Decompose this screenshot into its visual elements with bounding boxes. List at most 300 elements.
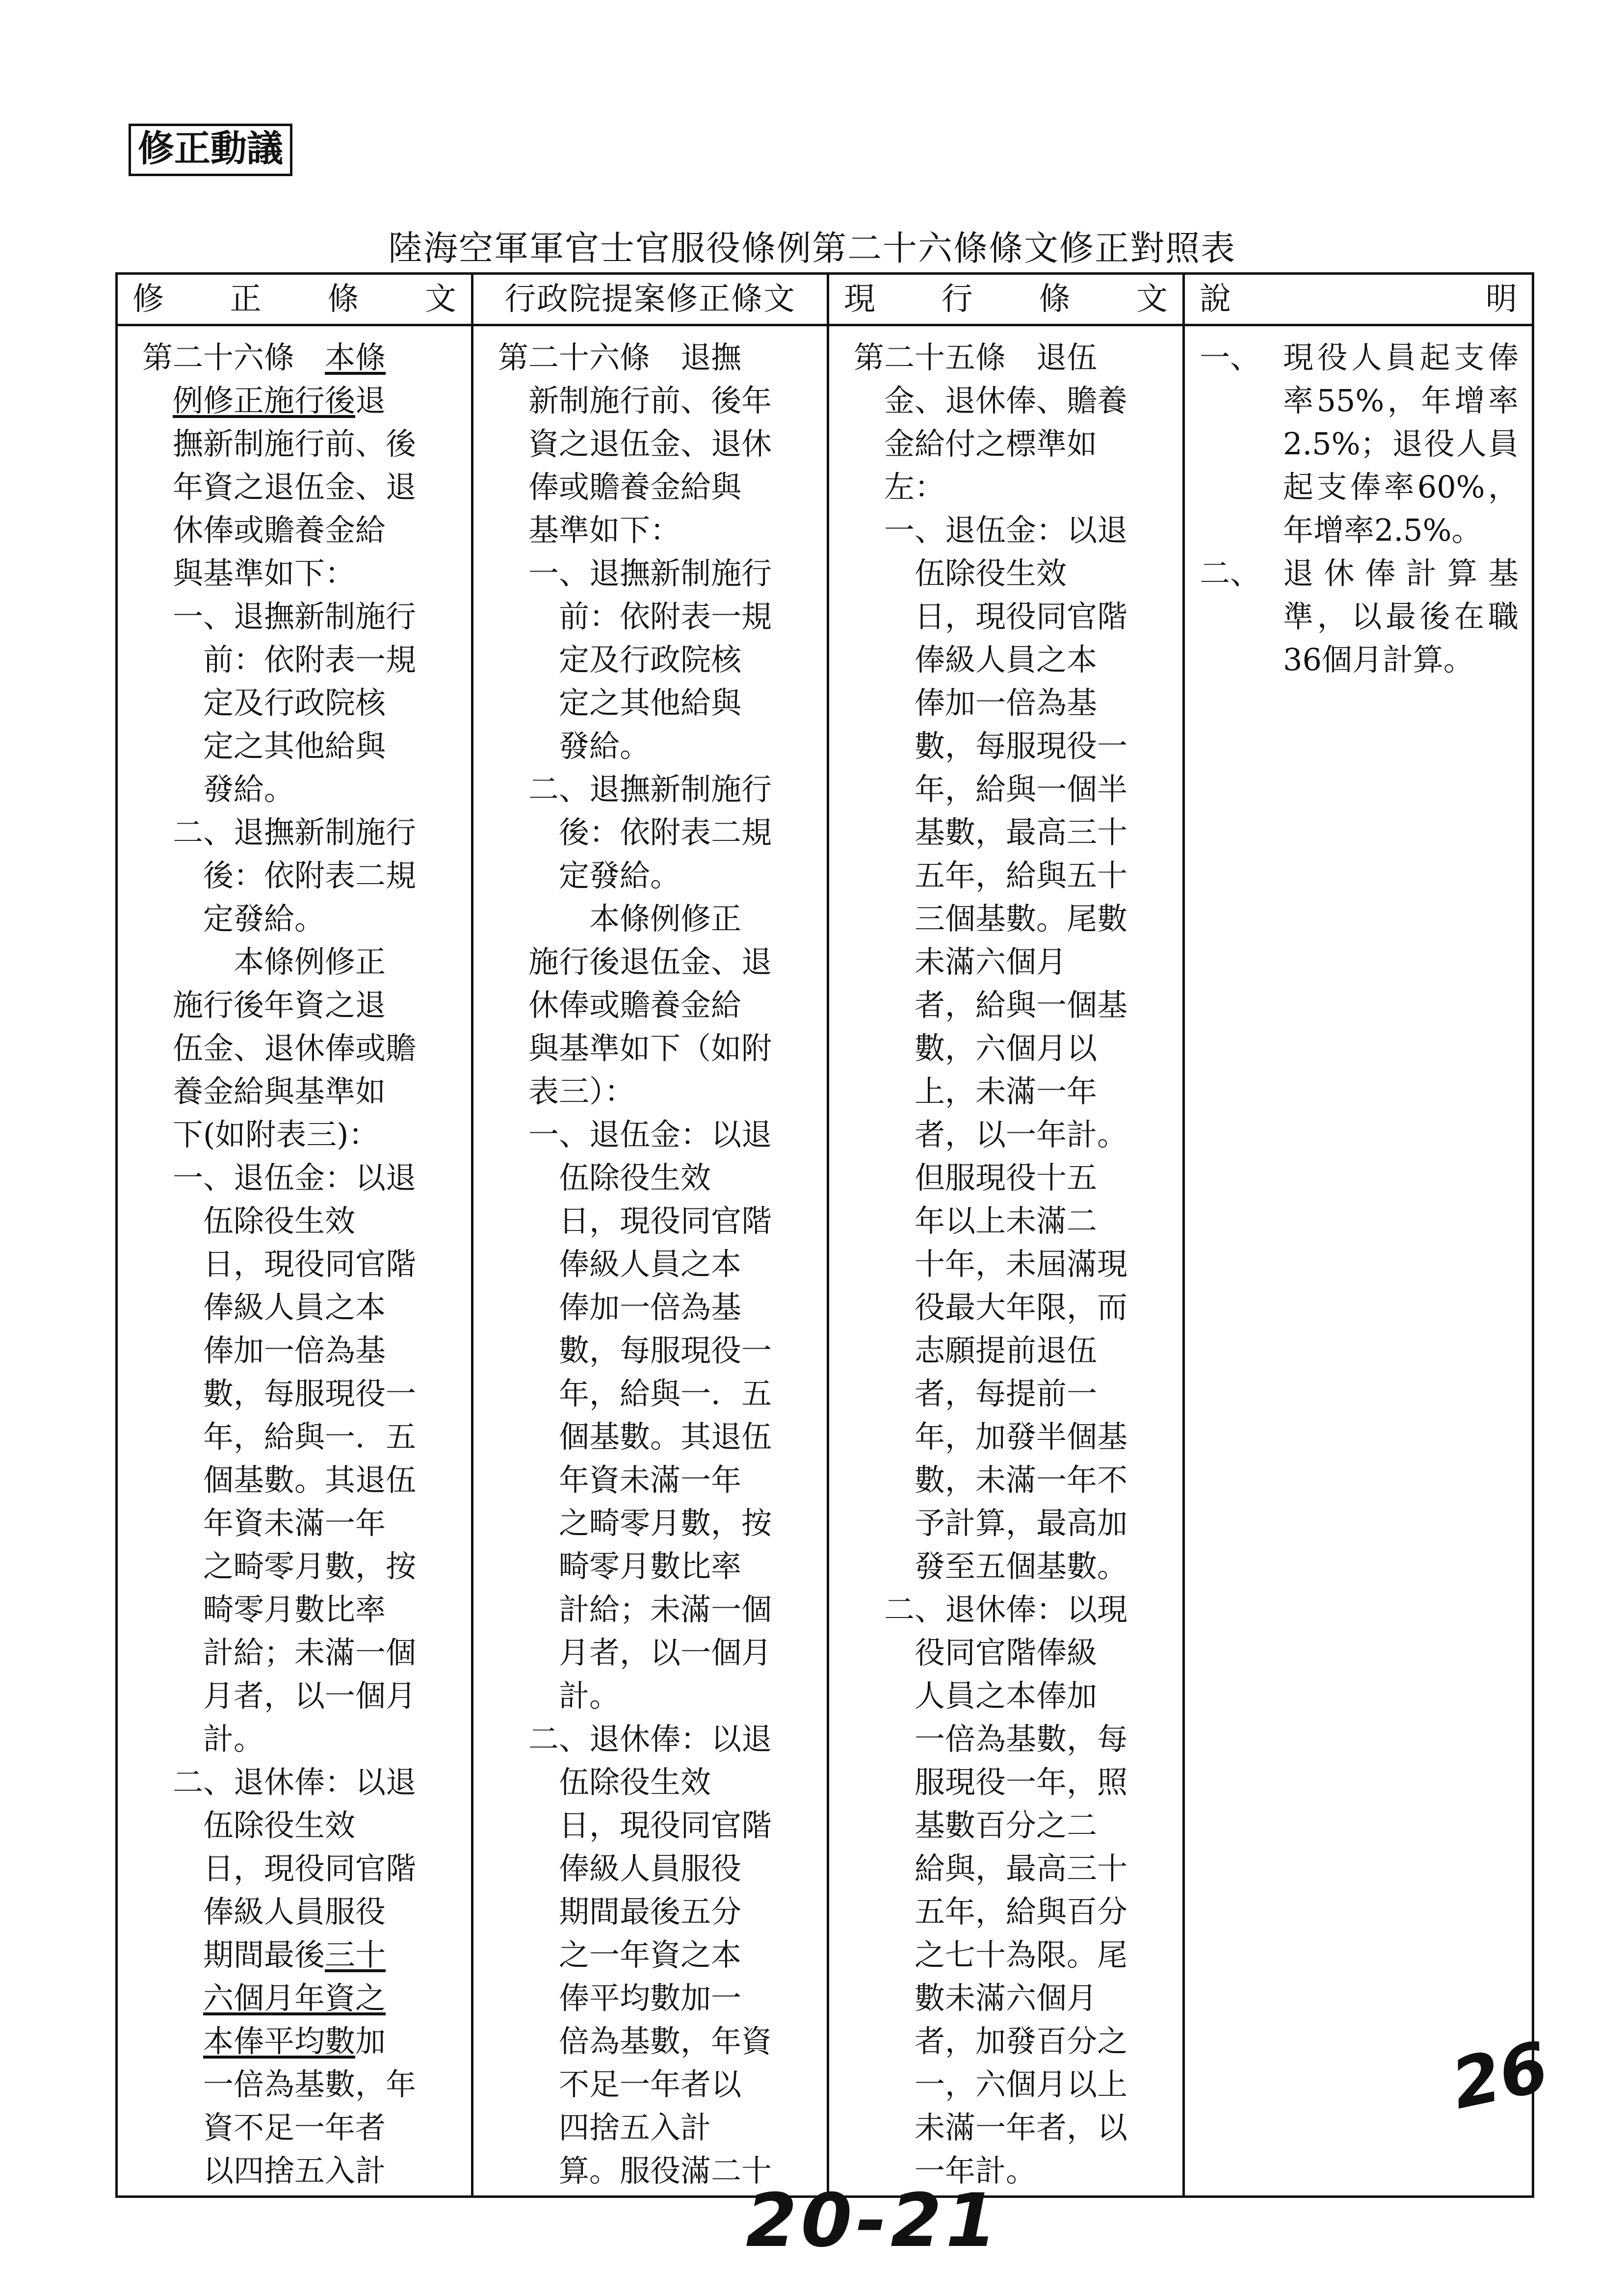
text-line — [854, 638, 1182, 681]
text-line — [498, 595, 827, 638]
text-span: 個基數。其退伍 — [559, 1419, 772, 1455]
text-span: 五年，給與五十 — [915, 858, 1128, 893]
page-number: 20-21 — [746, 2178, 1001, 2264]
text-span: 本條例修正 — [234, 944, 386, 980]
motion-stamp: 修正動議 — [129, 124, 292, 176]
column-divider — [827, 275, 829, 2195]
text-span: 金、退休俸、贍養 — [884, 383, 1128, 418]
text-span: 施行後年資之退 — [173, 987, 386, 1023]
text-span: 日，現役同官階 — [203, 1851, 417, 1886]
text-span: 二、退撫新制施行 — [528, 771, 772, 807]
text-line — [498, 2020, 827, 2063]
text-line — [854, 2106, 1182, 2149]
text-span: 下(如附表三)： — [173, 1117, 379, 1152]
text-line — [854, 1545, 1182, 1588]
text-span: 資之退伍金、退休 — [528, 426, 772, 462]
text-span: 四捨五入計 — [559, 2110, 711, 2145]
text-line — [498, 379, 827, 422]
text-span: 算。服役滿二十 — [559, 2153, 772, 2189]
text-span: 但服現役十五 — [915, 1160, 1098, 1196]
text-span: 不足一年者以 — [559, 2066, 742, 2102]
text-line — [854, 1415, 1182, 1459]
text-line — [854, 552, 1182, 595]
explanation-number — [1200, 638, 1283, 681]
explanation-number — [1200, 379, 1283, 422]
text-line — [142, 379, 471, 422]
text-span: 之七十為限。尾 — [915, 1937, 1128, 1973]
text-line — [142, 854, 471, 897]
text-span: 計。 — [559, 1678, 620, 1714]
text-span: 俸加一倍為基 — [203, 1332, 386, 1368]
header-char: 行 — [941, 281, 973, 317]
explanation-text: 2.5%；退役人員 — [1283, 426, 1519, 462]
text-line — [142, 1588, 471, 1631]
text-line — [142, 1027, 471, 1070]
explanation-line — [1200, 422, 1519, 466]
text-span: 表三）： — [528, 1073, 635, 1109]
executive-yuan-text-column — [498, 326, 827, 2195]
text-line — [854, 1027, 1182, 1070]
text-span: 者，給與一個基 — [915, 987, 1128, 1023]
text-line — [498, 1804, 827, 1847]
text-line — [142, 1977, 471, 2020]
text-span: 年資未滿一年 — [559, 1462, 742, 1498]
text-line — [854, 725, 1182, 768]
underlined-amendment: 例修正施行後 — [173, 383, 356, 418]
text-span: 俸級人員服役 — [559, 1851, 742, 1886]
text-line — [142, 552, 471, 595]
text-span: 伍除役生效 — [915, 555, 1067, 591]
column-divider — [1182, 275, 1185, 2195]
text-span: 數，未滿一年不 — [915, 1462, 1128, 1498]
text-line — [498, 2106, 827, 2149]
text-line — [498, 1070, 827, 1113]
text-line — [142, 1113, 471, 1156]
text-line — [142, 2020, 471, 2063]
text-line — [498, 1588, 827, 1631]
text-line — [498, 1286, 827, 1329]
text-line — [142, 1286, 471, 1329]
header-current-text — [829, 275, 1182, 324]
text-span: 一、退伍金：以退 — [528, 1117, 772, 1152]
text-line — [854, 336, 1182, 379]
text-line — [498, 1890, 827, 1933]
text-line — [498, 1761, 827, 1804]
text-line — [854, 1631, 1182, 1674]
underlined-amendment: 本條 — [325, 339, 386, 375]
text-line — [854, 1459, 1182, 1502]
text-span: 俸級人員之本 — [559, 1246, 742, 1282]
text-line — [142, 336, 471, 379]
explanation-text: 率55%，年增率 — [1283, 383, 1519, 418]
text-line — [498, 897, 827, 940]
explanation-text: 36個月計算。 — [1283, 642, 1474, 678]
text-span: 役最大年限，而 — [915, 1289, 1128, 1325]
text-span: 志願提前退伍 — [915, 1332, 1098, 1368]
text-line — [142, 725, 471, 768]
text-span: 一倍為基數，每 — [915, 1721, 1128, 1757]
text-line — [854, 1243, 1182, 1286]
explanation-number — [1200, 466, 1283, 509]
text-line — [498, 1718, 827, 1761]
text-span: 之一年資之本 — [559, 1937, 742, 1973]
explanation-text: 起支俸率60%， — [1283, 469, 1519, 505]
table-header — [118, 275, 1532, 326]
text-span: 新制施行前、後年 — [528, 383, 772, 418]
text-line — [854, 1847, 1182, 1890]
text-line — [142, 1761, 471, 1804]
text-line — [498, 1027, 827, 1070]
header-char: 文 — [1136, 281, 1168, 317]
text-span: 計給；未滿一個 — [203, 1635, 417, 1670]
text-span: 伍金、退休俸或贍 — [173, 1030, 417, 1066]
text-line — [142, 2106, 471, 2149]
text-span: 個基數。其退伍 — [203, 1462, 417, 1498]
text-line — [142, 984, 471, 1027]
header-char: 修 — [132, 281, 164, 317]
text-line — [142, 1933, 471, 1977]
text-line — [498, 1933, 827, 1977]
comparison-table — [115, 272, 1534, 2198]
text-line — [142, 1459, 471, 1502]
text-span: 定發給。 — [559, 858, 681, 893]
text-span: 俸級人員服役 — [203, 1894, 386, 1930]
text-line — [142, 1847, 471, 1890]
text-span: 以四捨五入計 — [203, 2153, 386, 2189]
text-span: 日，現役同官階 — [203, 1246, 417, 1282]
text-span: 者，每提前一 — [915, 1376, 1098, 1411]
text-span: 一、退伍金：以退 — [884, 512, 1128, 548]
explanation-line — [1200, 638, 1519, 681]
text-line — [854, 379, 1182, 422]
text-span: 未滿一年者，以 — [915, 2110, 1128, 2145]
text-span: 人員之本俸加 — [915, 1678, 1098, 1714]
underlined-amendment: 六個月年資之 — [203, 1980, 386, 2016]
text-span: 二、退休俸：以現 — [884, 1592, 1128, 1627]
text-span: 休俸或贍養金給 — [528, 987, 742, 1023]
text-line — [854, 1588, 1182, 1631]
text-line — [854, 1933, 1182, 1977]
text-span: 計。 — [203, 1721, 264, 1757]
text-line — [142, 1718, 471, 1761]
text-span: 施行後退伍金、退 — [528, 944, 772, 980]
text-span: 計給；未滿一個 — [559, 1592, 772, 1627]
explanation-number — [1200, 595, 1283, 638]
header-char: 正 — [230, 281, 262, 317]
explanation-text: 準，以最後在職 — [1283, 599, 1519, 634]
text-line — [498, 1156, 827, 1200]
text-line — [498, 1847, 827, 1890]
text-line — [498, 422, 827, 466]
text-line — [142, 897, 471, 940]
text-line — [854, 811, 1182, 854]
text-line — [498, 1545, 827, 1588]
text-line — [142, 1070, 471, 1113]
text-span: 第二十五條 退伍 — [854, 339, 1098, 375]
text-line — [854, 940, 1182, 984]
text-span: 未滿六個月 — [915, 944, 1067, 980]
header-explanation — [1185, 275, 1532, 324]
text-span: 年以上未滿二 — [915, 1203, 1098, 1239]
text-span: 一，六個月以上 — [915, 2066, 1128, 2102]
text-span: 俸加一倍為基 — [915, 685, 1098, 721]
text-span: 伍除役生效 — [559, 1764, 711, 1800]
text-line — [854, 1329, 1182, 1372]
text-span: 基數，最高三十 — [915, 814, 1128, 850]
header-char: 現 — [844, 281, 875, 317]
text-span: 發給。 — [203, 771, 295, 807]
text-span: 與基準如下： — [173, 555, 356, 591]
text-line — [142, 1329, 471, 1372]
text-line — [142, 1243, 471, 1286]
text-line — [854, 1977, 1182, 2020]
text-span: 伍除役生效 — [559, 1160, 711, 1196]
text-span: 年資之退伍金、退 — [173, 469, 417, 505]
current-text-column — [854, 326, 1182, 2195]
explanation-number: 二、 — [1200, 555, 1261, 591]
text-span: 役同官階俸級 — [915, 1635, 1098, 1670]
explanation-text: 現役人員起支俸 — [1283, 339, 1519, 375]
text-span: 定及行政院核 — [559, 642, 742, 678]
text-span: 期間最後 — [203, 1937, 325, 1973]
text-span: 一、退伍金：以退 — [173, 1160, 417, 1196]
text-line — [498, 1243, 827, 1286]
text-span: 年，給與一．五 — [203, 1419, 417, 1455]
text-line — [854, 466, 1182, 509]
text-line — [142, 1200, 471, 1243]
text-line — [854, 2063, 1182, 2106]
text-span: 予計算，最高加 — [915, 1505, 1128, 1541]
column-divider — [471, 275, 473, 2195]
text-line — [142, 1502, 471, 1545]
underlined-amendment: 三十 — [325, 1937, 386, 1973]
text-span: 上，未滿一年 — [915, 1073, 1098, 1109]
text-line — [142, 1372, 471, 1415]
text-span: 俸平均數加一 — [559, 1980, 742, 2016]
text-span: 前：依附表一規 — [559, 599, 772, 634]
text-span: 年，加發半個基 — [915, 1419, 1128, 1455]
text-span: 本條例修正 — [589, 901, 742, 937]
header-executive-yuan-text: 行政院提案修正條文 — [504, 281, 796, 317]
text-span: 伍除役生效 — [203, 1203, 356, 1239]
text-span: 服現役一年，照 — [915, 1764, 1128, 1800]
text-line — [854, 422, 1182, 466]
text-span: 定之其他給與 — [559, 685, 742, 721]
text-span: 休俸或贍養金給 — [173, 512, 386, 548]
text-line — [498, 1372, 827, 1415]
text-line — [142, 595, 471, 638]
text-span: 年資未滿一年 — [203, 1505, 386, 1541]
text-line — [498, 1329, 827, 1372]
text-span: 定之其他給與 — [203, 728, 386, 764]
text-span: 數，每服現役一 — [559, 1332, 772, 1368]
explanation-column — [1200, 326, 1519, 2195]
text-line — [854, 897, 1182, 940]
explanation-number — [1200, 509, 1283, 552]
text-span: 三個基數。尾數 — [915, 901, 1128, 937]
text-span: 退 — [355, 383, 386, 418]
explanation-text: 年增率2.5%。 — [1283, 512, 1482, 548]
text-line — [498, 1415, 827, 1459]
header-char: 條 — [327, 281, 359, 317]
text-line — [142, 1156, 471, 1200]
text-span: 倍為基數，年資 — [559, 2023, 772, 2059]
text-line — [142, 1631, 471, 1674]
text-span: 給與，最高三十 — [915, 1851, 1128, 1886]
text-line — [854, 595, 1182, 638]
header-char: 明 — [1486, 281, 1517, 317]
text-line — [142, 422, 471, 466]
text-line — [142, 466, 471, 509]
text-line — [498, 1631, 827, 1674]
text-span: 俸級人員之本 — [915, 642, 1098, 678]
text-line — [854, 2020, 1182, 2063]
text-span: 日，現役同官階 — [559, 1203, 772, 1239]
text-span: 發給。 — [559, 728, 651, 764]
header-char: 文 — [424, 281, 456, 317]
text-line — [498, 638, 827, 681]
text-span: 日，現役同官階 — [915, 599, 1128, 634]
text-span: 十年，未屆滿現 — [915, 1246, 1128, 1282]
table-title: 陸海空軍軍官士官服役條例第二十六條條文修正對照表 — [388, 228, 1236, 268]
explanation-line — [1200, 552, 1519, 595]
header-char: 說 — [1200, 281, 1231, 317]
text-span: 定發給。 — [203, 901, 325, 937]
explanation-line — [1200, 466, 1519, 509]
text-span: 基數百分之二 — [915, 1807, 1098, 1843]
text-span: 期間最後五分 — [559, 1894, 742, 1930]
text-span: 俸級人員之本 — [203, 1289, 386, 1325]
text-line — [498, 509, 827, 552]
header-char: 條 — [1039, 281, 1071, 317]
text-span: 撫新制施行前、後 — [173, 426, 417, 462]
explanation-number — [1200, 422, 1283, 466]
text-span: 與基準如下（如附 — [528, 1030, 772, 1066]
text-line — [498, 854, 827, 897]
text-span: 定及行政院核 — [203, 685, 386, 721]
text-line — [142, 811, 471, 854]
text-span: 之畸零月數，按 — [203, 1548, 417, 1584]
explanation-line — [1200, 379, 1519, 422]
text-line — [854, 1286, 1182, 1329]
text-span: 養金給與基準如 — [173, 1073, 386, 1109]
text-line — [854, 1890, 1182, 1933]
text-line — [498, 768, 827, 811]
text-line — [498, 1977, 827, 2020]
amended-text-column — [142, 326, 471, 2195]
text-span: 數，每服現役一 — [203, 1376, 417, 1411]
text-line — [142, 638, 471, 681]
text-line — [498, 984, 827, 1027]
text-span: 後：依附表二規 — [559, 814, 772, 850]
text-span: 者，以一年計。 — [915, 1117, 1128, 1152]
text-span: 五年，給與百分 — [915, 1894, 1128, 1930]
explanation-line — [1200, 595, 1519, 638]
text-line — [142, 1545, 471, 1588]
text-line — [142, 681, 471, 725]
text-line — [854, 1718, 1182, 1761]
text-line — [142, 940, 471, 984]
text-line — [498, 1200, 827, 1243]
handwritten-margin-mark: 26 — [1445, 2027, 1555, 2125]
text-span: 第二十六條 — [142, 339, 325, 375]
explanation-number: 一、 — [1200, 339, 1261, 375]
header-amended-text — [118, 275, 471, 324]
text-span: 伍除役生效 — [203, 1807, 356, 1843]
text-line — [142, 1890, 471, 1933]
text-line — [854, 1200, 1182, 1243]
text-line — [498, 681, 827, 725]
text-span: 月者，以一個月 — [559, 1635, 772, 1670]
text-span: 左： — [884, 469, 945, 505]
text-line — [142, 1415, 471, 1459]
text-line — [498, 1502, 827, 1545]
text-line — [498, 2063, 827, 2106]
text-span: 畸零月數比率 — [559, 1548, 742, 1584]
text-span: 基準如下： — [528, 512, 681, 548]
text-line — [854, 1156, 1182, 1200]
text-line — [854, 984, 1182, 1027]
text-span: 一倍為基數，年 — [203, 2066, 417, 2102]
text-line — [854, 768, 1182, 811]
text-line — [854, 1070, 1182, 1113]
text-span: 月者，以一個月 — [203, 1678, 417, 1714]
text-line — [854, 1804, 1182, 1847]
text-line — [854, 854, 1182, 897]
text-line — [498, 552, 827, 595]
text-line — [142, 2063, 471, 2106]
text-span: 俸或贍養金給與 — [528, 469, 742, 505]
text-line — [498, 466, 827, 509]
text-line — [854, 1674, 1182, 1718]
text-line — [498, 1459, 827, 1502]
text-line — [498, 725, 827, 768]
text-line — [142, 768, 471, 811]
text-line — [854, 1372, 1182, 1415]
text-span: 二、退撫新制施行 — [173, 814, 417, 850]
text-line — [854, 1502, 1182, 1545]
text-span: 二、退休俸：以退 — [528, 1721, 772, 1757]
text-span: 之畸零月數，按 — [559, 1505, 772, 1541]
text-line — [142, 1804, 471, 1847]
text-span: 後：依附表二規 — [203, 858, 417, 893]
text-span: 一、退撫新制施行 — [173, 599, 417, 634]
text-span: 年，給與一．五 — [559, 1376, 772, 1411]
text-span: 數，六個月以 — [915, 1030, 1098, 1066]
text-line — [498, 336, 827, 379]
text-span: 加 — [355, 2023, 386, 2059]
text-line — [142, 509, 471, 552]
underlined-amendment: 本俸平均數 — [203, 2023, 356, 2059]
text-span: 畸零月數比率 — [203, 1592, 386, 1627]
text-span: 年，給與一個半 — [915, 771, 1128, 807]
text-line — [854, 681, 1182, 725]
text-span: 金給付之標準如 — [884, 426, 1098, 462]
text-line — [142, 2149, 471, 2192]
text-line — [498, 1674, 827, 1718]
text-line — [498, 1113, 827, 1156]
text-span: 前：依附表一規 — [203, 642, 417, 678]
text-span: 一年計。 — [915, 2153, 1037, 2189]
text-line — [854, 509, 1182, 552]
text-span: 發至五個基數。 — [915, 1548, 1128, 1584]
text-span: 俸加一倍為基 — [559, 1289, 742, 1325]
text-span: 一、退撫新制施行 — [528, 555, 772, 591]
text-line — [498, 940, 827, 984]
text-span: 日，現役同官階 — [559, 1807, 772, 1843]
text-span: 數未滿六個月 — [915, 1980, 1098, 2016]
explanation-line — [1200, 509, 1519, 552]
